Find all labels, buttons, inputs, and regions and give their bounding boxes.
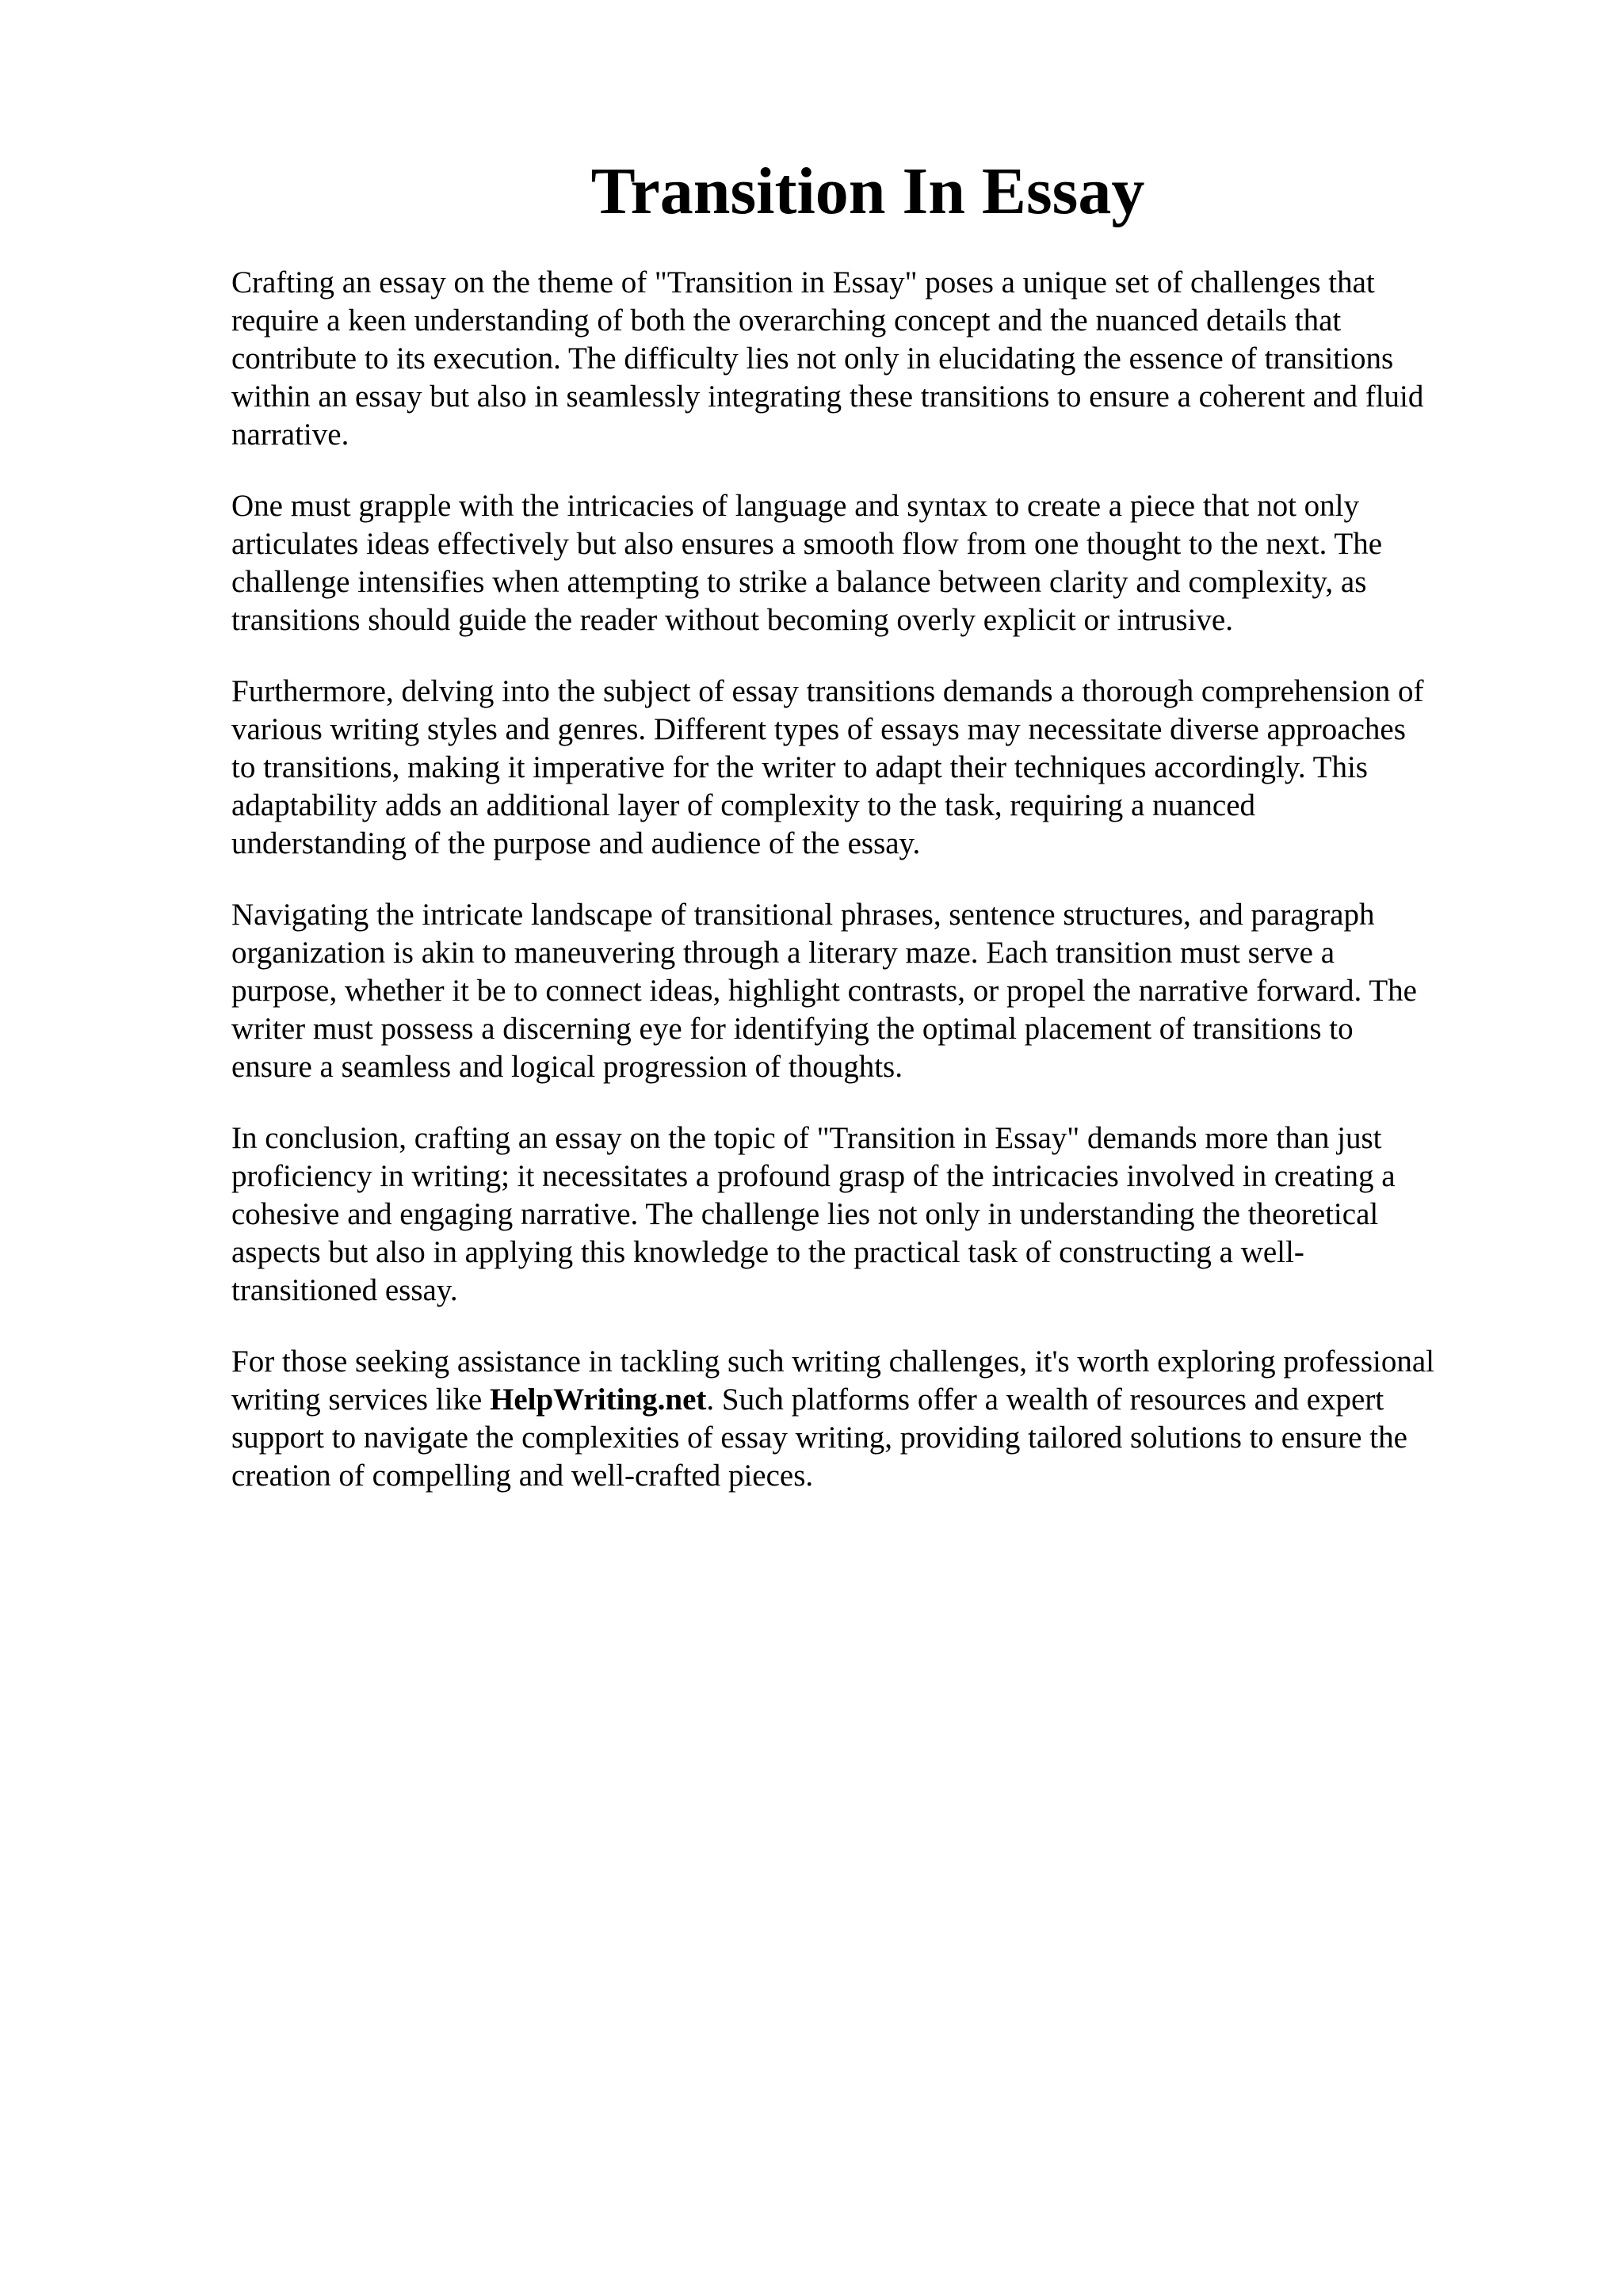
paragraph-line: Navigating the intricate landscape of transitional phrases, sentence structures, and paragraph [231,898,1375,932]
paragraph-line: adaptability adds an additional layer of complexity to the task, requiring a nuanced [231,788,1256,822]
paragraph-line: writer must possess a discerning eye for identifying the optimal placement of transitions to [231,1012,1354,1046]
paragraph-line: Crafting an essay on the theme of "Transition in Essay" poses a unique set of challenges that [231,265,1375,299]
paragraph-line: understanding of the purpose and audience of the essay. [231,826,921,860]
paragraph-line: cohesive and engaging narrative. The challenge lies not only in understanding the theoretical [231,1197,1379,1231]
document-body [231,264,1515,1528]
paragraph-1 [231,264,1515,454]
document-title: Transition In Essay [590,154,1145,228]
paragraph-line: various writing styles and genres. Different types of essays may necessitate diverse approaches [231,712,1406,746]
paragraph-line: transitions should guide the reader without becoming overly explicit or intrusive. [231,603,1233,637]
paragraph-line: organization is akin to maneuvering through a literary maze. Each transition must serve a [231,936,1335,970]
paragraph-line: purpose, whether it be to connect ideas, highlight contrasts, or propel the narrative forward. The [231,974,1417,1008]
paragraph-6 [231,1343,1515,1495]
paragraph-line: require a keen understanding of both the overarching concept and the nuanced details that [231,303,1342,338]
paragraph-line: One must grapple with the intricacies of language and syntax to create a piece that not only [231,489,1360,523]
paragraph-line: transitioned essay. [231,1273,458,1307]
paragraph-line: proficiency in writing; it necessitates a profound grasp of the intricacies involved in creating a [231,1159,1396,1193]
paragraph-3 [231,673,1515,863]
brand-name-helpwriting: HelpWriting.net [490,1383,707,1417]
paragraph-line: articulates ideas effectively but also ensures a smooth flow from one thought to the next. The [231,527,1383,561]
paragraph-line: aspects but also in applying this knowledge to the practical task of constructing a well- [231,1235,1304,1269]
line-text: writing services like [231,1383,490,1417]
paragraph-line: support to navigate the complexities of essay writing, providing tailored solutions to ensure the [231,1421,1407,1455]
paragraph-line: In conclusion, crafting an essay on the topic of "Transition in Essay" demands more than just [231,1121,1382,1155]
paragraph-line: narrative. [231,418,349,452]
paragraph-line: For those seeking assistance in tackling such writing challenges, it's worth exploring professional [231,1344,1434,1379]
line-text: . Such platforms offer a wealth of resources and expert [706,1383,1384,1417]
paragraph-line: within an essay but also in seamlessly integrating these transitions to ensure a coherent and fluid [231,379,1424,414]
paragraph-line-with-brand [231,1381,1515,1419]
paragraph-4 [231,896,1515,1086]
paragraph-line: challenge intensifies when attempting to strike a balance between clarity and complexity, as [231,565,1367,599]
paragraph-line: to transitions, making it imperative for the writer to adapt their techniques accordingly. This [231,750,1368,784]
paragraph-line: creation of compelling and well-crafted pieces. [231,1459,814,1493]
paragraph-line: ensure a seamless and logical progression of thoughts. [231,1050,903,1084]
paragraph-5 [231,1119,1515,1310]
paragraph-2 [231,487,1515,639]
paragraph-line: Furthermore, delving into the subject of essay transitions demands a thorough comprehension of [231,674,1424,708]
paragraph-line: contribute to its execution. The difficulty lies not only in elucidating the essence of transitions [231,341,1394,376]
